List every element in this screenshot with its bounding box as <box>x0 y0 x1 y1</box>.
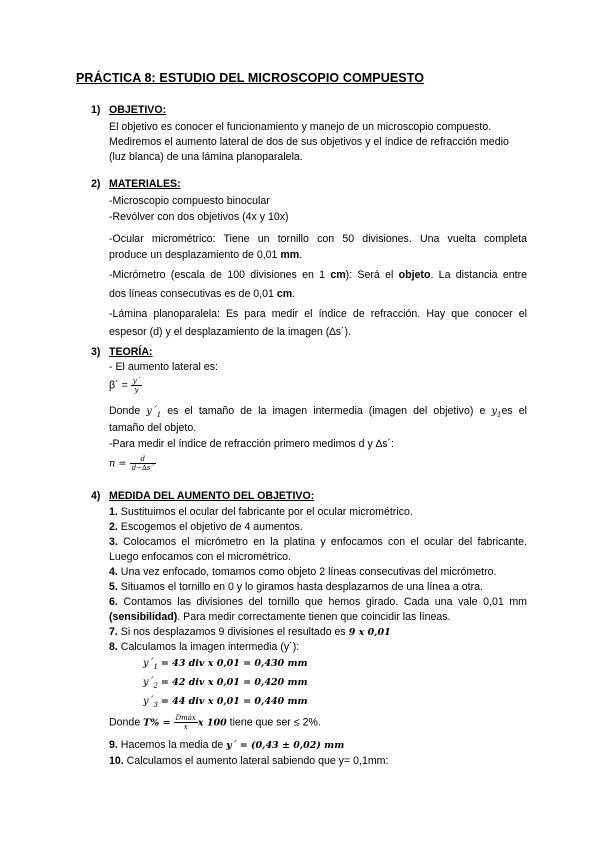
section-number: 1) <box>91 104 101 116</box>
material-item-cont: dos líneas consecutivas es de 0,01 cm. <box>109 288 296 300</box>
material-item: -Lámina planoparalela: Es para medir el índice de refracción. Hay que conocer el <box>109 308 527 320</box>
section-number: 4) <box>91 490 101 502</box>
step-item: 5. Situamos el tornillo en 0 y lo giramos hasta desplazarnos de una línea a otra. <box>109 581 483 593</box>
paragraph-line: Mediremos el aumento lateral de dos de sus objetivos y el índice de refracción medio <box>109 136 509 148</box>
beta-formula: β´ = $\frac{y´}{y}$ <box>109 377 141 394</box>
theory-line: - El aumento lateral es: <box>109 361 218 373</box>
step-item-cont: Luego enfocamos con el micrométrico. <box>109 551 291 563</box>
step-item: 10. Calculamos el aumento lateral sabiendo que y= 0,1mm: <box>109 755 389 767</box>
measurement-equation: $y´_2 = 42$ div x 0,01 = 0,420 mm <box>143 677 308 690</box>
material-item-cont: produce un desplazamiento de 0,01 mm. <box>109 249 303 261</box>
section-heading-materiales: MATERIALES: <box>109 178 181 190</box>
step-item: 7. Si nos desplazamos 9 divisiones el resultado es 9 x 0,01 <box>109 626 391 638</box>
measurement-equation: $y´_1 = 43$ div x 0,01 = 0,430 mm <box>143 658 308 671</box>
section-number: 3) <box>91 346 101 358</box>
theory-line: -Para medir el índice de refracción primero medimos d y ∆s´: <box>109 438 394 450</box>
paragraph-line: (luz blanca) de una lámina planoparalela. <box>109 151 303 163</box>
refraction-formula: n = $\frac{d}{d-\Delta s´}$ <box>109 455 154 472</box>
paragraph-line: El objetivo es conocer el funcionamiento y manejo de un microscopio compuesto. <box>109 121 492 133</box>
step-item: 8. Calculamos la imagen intermedia (y´): <box>109 641 300 653</box>
section-heading-teoria: TEORÍA: <box>109 346 153 358</box>
step-item: 2. Escogemos el objetivo de 4 aumentos. <box>109 521 303 533</box>
measurement-equation: $y´_3 = 44$ div x 0,01 = 0,440 mm <box>143 696 308 709</box>
material-item: -Revólver con dos objetivos (4x y 10x) <box>109 211 289 223</box>
section-heading-medida: MEDIDA DEL AUMENTO DEL OBJETIVO: <box>109 490 315 502</box>
tolerance-formula: Donde T% = $\frac{\text{Dmáx}}{x}$ x 100 tiene que ser ≤ 2%. <box>109 714 321 731</box>
theory-line: tamaño del objeto. <box>109 422 197 434</box>
section-heading-objetivo: OBJETIVO: <box>109 104 167 116</box>
section-number: 2) <box>91 178 101 190</box>
page-title: PRÁCTICA 8: ESTUDIO DEL MICROSCOPIO COMPUESTO <box>76 71 425 85</box>
theory-line: Donde $y´_1$ es el tamaño de la imagen intermedia (imagen del objetivo) e $y_1es$ el <box>109 405 527 419</box>
step-item-cont: (sensibilidad). Para medir correctamente tienen que coincidir las líneas. <box>109 611 451 623</box>
step-item: 6. Contamos las divisiones del tornillo que hemos girado. Cada una vale 0,01 mm <box>109 596 527 608</box>
material-item: -Microscopio compuesto binocular <box>109 195 270 207</box>
step-item: 3. Colocamos el micrómetro en la platina y enfocamos con el ocular del fabricante. <box>109 536 527 548</box>
step-item: 9. Hacemos la media de y´ = (0,43 ± 0,02) mm <box>109 739 345 751</box>
material-item-cont: espesor (d) y el desplazamiento de la imagen (∆s´). <box>109 326 352 338</box>
material-item: -Ocular micrométrico: Tiene un tornillo con 50 divisiones. Una vuelta completa <box>109 233 527 245</box>
step-item: 4. Una vez enfocado, tomamos como objeto 2 líneas consecutivas del micrómetro. <box>109 566 497 578</box>
material-item: -Micrómetro (escala de 100 divisiones en 1 cm): Será el objeto. La distancia entre <box>109 269 527 281</box>
step-item: 1. Sustituimos el ocular del fabricante por el ocular micrométrico. <box>109 506 413 518</box>
